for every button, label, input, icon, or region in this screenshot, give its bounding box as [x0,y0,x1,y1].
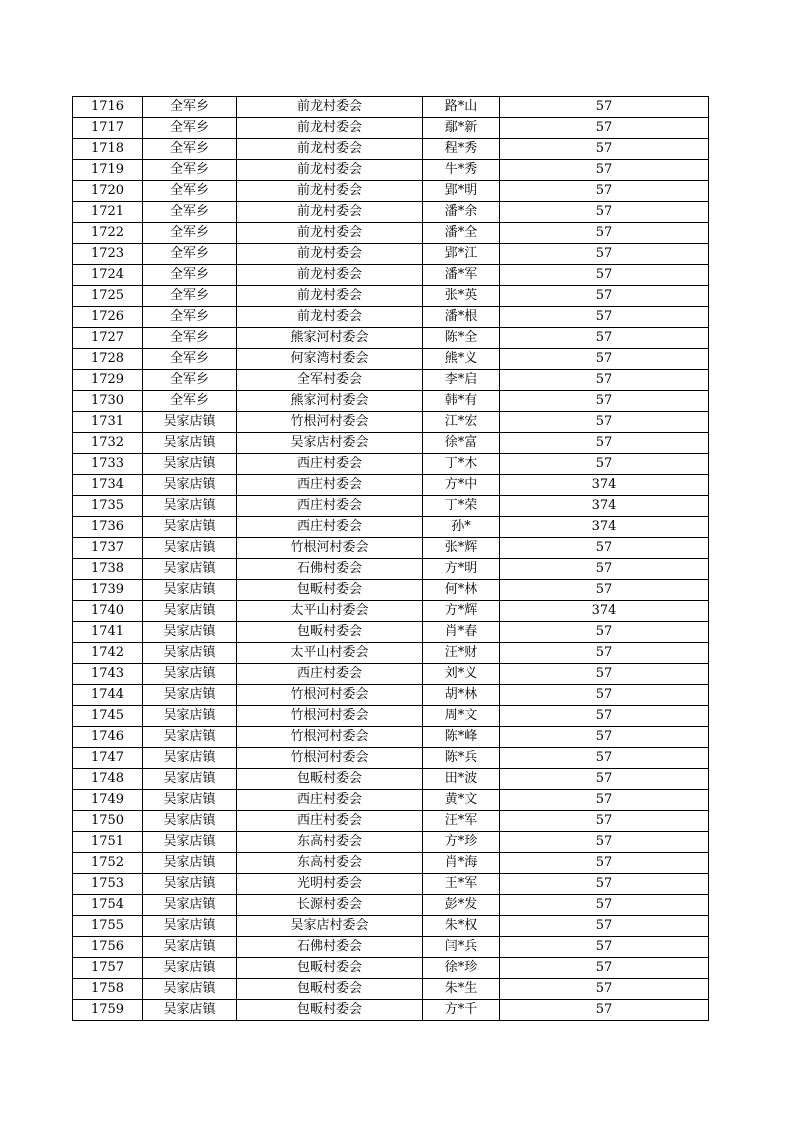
amount-cell: 57 [500,643,709,664]
row-number-cell: 1756 [73,937,143,958]
village-committee-cell: 前龙村委会 [237,160,423,181]
row-number-cell: 1752 [73,853,143,874]
township-cell: 吴家店镇 [143,811,237,832]
row-number-cell: 1732 [73,433,143,454]
village-committee-cell: 包畈村委会 [237,1000,423,1021]
amount-cell: 57 [500,580,709,601]
township-cell: 吴家店镇 [143,958,237,979]
name-cell: 方*明 [423,559,500,580]
table-row [73,433,709,454]
township-cell: 吴家店镇 [143,769,237,790]
amount-cell: 57 [500,895,709,916]
name-cell: 方*辉 [423,601,500,622]
village-committee-cell: 前龙村委会 [237,118,423,139]
row-number-cell: 1731 [73,412,143,433]
name-cell: 肖*海 [423,853,500,874]
township-cell: 全军乡 [143,265,237,286]
table-row [73,622,709,643]
table-row [73,97,709,118]
name-cell: 陈*兵 [423,748,500,769]
name-cell: 郢*江 [423,244,500,265]
township-cell: 全军乡 [143,328,237,349]
amount-cell: 57 [500,790,709,811]
row-number-cell: 1750 [73,811,143,832]
township-cell: 吴家店镇 [143,790,237,811]
township-cell: 全军乡 [143,223,237,244]
township-cell: 全军乡 [143,97,237,118]
table-row [73,538,709,559]
amount-cell: 57 [500,160,709,181]
village-committee-cell: 前龙村委会 [237,181,423,202]
table-row [73,160,709,181]
table-row [73,307,709,328]
name-cell: 王*军 [423,874,500,895]
amount-cell: 57 [500,1000,709,1021]
township-cell: 吴家店镇 [143,706,237,727]
village-committee-cell: 光明村委会 [237,874,423,895]
row-number-cell: 1753 [73,874,143,895]
table-row [73,349,709,370]
table-row [73,475,709,496]
amount-cell: 57 [500,685,709,706]
name-cell: 鄢*新 [423,118,500,139]
village-committee-cell: 竹根河村委会 [237,706,423,727]
row-number-cell: 1757 [73,958,143,979]
name-cell: 朱*生 [423,979,500,1000]
name-cell: 潘*全 [423,223,500,244]
row-number-cell: 1755 [73,916,143,937]
table-row [73,853,709,874]
name-cell: 李*启 [423,370,500,391]
name-cell: 胡*林 [423,685,500,706]
row-number-cell: 1724 [73,265,143,286]
table-row [73,412,709,433]
table-row [73,223,709,244]
amount-cell: 57 [500,223,709,244]
township-cell: 吴家店镇 [143,727,237,748]
row-number-cell: 1722 [73,223,143,244]
village-committee-cell: 太平山村委会 [237,601,423,622]
village-committee-cell: 竹根河村委会 [237,727,423,748]
table-row [73,832,709,853]
township-cell: 吴家店镇 [143,643,237,664]
row-number-cell: 1759 [73,1000,143,1021]
row-number-cell: 1739 [73,580,143,601]
village-committee-cell: 前龙村委会 [237,265,423,286]
name-cell: 方*千 [423,1000,500,1021]
row-number-cell: 1725 [73,286,143,307]
village-committee-cell: 石佛村委会 [237,937,423,958]
table-row [73,202,709,223]
township-cell: 全军乡 [143,391,237,412]
name-cell: 熊*义 [423,349,500,370]
name-cell: 丁*木 [423,454,500,475]
table-row [73,244,709,265]
table-row [73,391,709,412]
village-committee-cell: 前龙村委会 [237,223,423,244]
name-cell: 汪*财 [423,643,500,664]
township-cell: 全军乡 [143,139,237,160]
township-cell: 全军乡 [143,181,237,202]
amount-cell: 374 [500,517,709,538]
village-committee-cell: 包畈村委会 [237,958,423,979]
village-committee-cell: 吴家店村委会 [237,433,423,454]
table-row [73,916,709,937]
village-committee-cell: 前龙村委会 [237,307,423,328]
amount-cell: 57 [500,874,709,895]
name-cell: 潘*军 [423,265,500,286]
township-cell: 吴家店镇 [143,517,237,538]
amount-cell: 374 [500,475,709,496]
amount-cell: 57 [500,769,709,790]
table-row [73,517,709,538]
amount-cell: 57 [500,622,709,643]
village-committee-cell: 西庄村委会 [237,811,423,832]
data-table [72,96,709,1021]
name-cell: 牛*秀 [423,160,500,181]
village-committee-cell: 竹根河村委会 [237,748,423,769]
table-row [73,559,709,580]
township-cell: 吴家店镇 [143,433,237,454]
village-committee-cell: 西庄村委会 [237,454,423,475]
row-number-cell: 1744 [73,685,143,706]
row-number-cell: 1743 [73,664,143,685]
amount-cell: 57 [500,958,709,979]
name-cell: 潘*根 [423,307,500,328]
name-cell: 何*林 [423,580,500,601]
row-number-cell: 1748 [73,769,143,790]
row-number-cell: 1730 [73,391,143,412]
village-committee-cell: 前龙村委会 [237,97,423,118]
name-cell: 孙* [423,517,500,538]
village-committee-cell: 西庄村委会 [237,496,423,517]
name-cell: 彭*发 [423,895,500,916]
row-number-cell: 1735 [73,496,143,517]
amount-cell: 57 [500,286,709,307]
village-committee-cell: 西庄村委会 [237,790,423,811]
village-committee-cell: 西庄村委会 [237,475,423,496]
table-row [73,790,709,811]
name-cell: 潘*余 [423,202,500,223]
amount-cell: 57 [500,349,709,370]
township-cell: 全军乡 [143,370,237,391]
township-cell: 吴家店镇 [143,853,237,874]
table-row [73,685,709,706]
name-cell: 田*波 [423,769,500,790]
amount-cell: 57 [500,244,709,265]
row-number-cell: 1737 [73,538,143,559]
village-committee-cell: 熊家河村委会 [237,328,423,349]
village-committee-cell: 前龙村委会 [237,202,423,223]
amount-cell: 57 [500,727,709,748]
township-cell: 吴家店镇 [143,937,237,958]
row-number-cell: 1747 [73,748,143,769]
township-cell: 吴家店镇 [143,475,237,496]
row-number-cell: 1740 [73,601,143,622]
table-row [73,979,709,1000]
row-number-cell: 1742 [73,643,143,664]
table-row [73,454,709,475]
township-cell: 吴家店镇 [143,538,237,559]
village-committee-cell: 西庄村委会 [237,664,423,685]
village-committee-cell: 何家湾村委会 [237,349,423,370]
village-committee-cell: 包畈村委会 [237,979,423,1000]
table-row [73,496,709,517]
township-cell: 吴家店镇 [143,874,237,895]
amount-cell: 57 [500,706,709,727]
amount-cell: 57 [500,265,709,286]
name-cell: 徐*富 [423,433,500,454]
name-cell: 张*辉 [423,538,500,559]
name-cell: 江*宏 [423,412,500,433]
row-number-cell: 1728 [73,349,143,370]
amount-cell: 57 [500,97,709,118]
village-committee-cell: 西庄村委会 [237,517,423,538]
village-committee-cell: 竹根河村委会 [237,538,423,559]
table-row [73,706,709,727]
village-committee-cell: 竹根河村委会 [237,412,423,433]
amount-cell: 57 [500,391,709,412]
row-number-cell: 1729 [73,370,143,391]
name-cell: 路*山 [423,97,500,118]
amount-cell: 57 [500,937,709,958]
row-number-cell: 1746 [73,727,143,748]
name-cell: 汪*军 [423,811,500,832]
row-number-cell: 1726 [73,307,143,328]
amount-cell: 57 [500,748,709,769]
table-row [73,139,709,160]
village-committee-cell: 全军村委会 [237,370,423,391]
row-number-cell: 1733 [73,454,143,475]
village-committee-cell: 包畈村委会 [237,769,423,790]
table-row [73,181,709,202]
row-number-cell: 1745 [73,706,143,727]
amount-cell: 57 [500,181,709,202]
village-committee-cell: 太平山村委会 [237,643,423,664]
township-cell: 全军乡 [143,118,237,139]
township-cell: 吴家店镇 [143,664,237,685]
village-committee-cell: 东高村委会 [237,853,423,874]
row-number-cell: 1716 [73,97,143,118]
table-row [73,580,709,601]
table-row [73,727,709,748]
name-cell: 肖*春 [423,622,500,643]
amount-cell: 57 [500,454,709,475]
row-number-cell: 1754 [73,895,143,916]
village-committee-cell: 包畈村委会 [237,580,423,601]
table-row [73,895,709,916]
row-number-cell: 1723 [73,244,143,265]
name-cell: 张*英 [423,286,500,307]
table-row [73,601,709,622]
row-number-cell: 1717 [73,118,143,139]
amount-cell: 57 [500,370,709,391]
name-cell: 程*秀 [423,139,500,160]
amount-cell: 57 [500,202,709,223]
village-committee-cell: 长源村委会 [237,895,423,916]
amount-cell: 57 [500,916,709,937]
amount-cell: 57 [500,664,709,685]
table-row [73,643,709,664]
table-row [73,370,709,391]
table-row [73,664,709,685]
township-cell: 吴家店镇 [143,454,237,475]
township-cell: 全军乡 [143,244,237,265]
amount-cell: 57 [500,307,709,328]
name-cell: 刘*义 [423,664,500,685]
township-cell: 吴家店镇 [143,832,237,853]
village-committee-cell: 前龙村委会 [237,286,423,307]
amount-cell: 57 [500,433,709,454]
row-number-cell: 1758 [73,979,143,1000]
row-number-cell: 1751 [73,832,143,853]
amount-cell: 57 [500,538,709,559]
name-cell: 朱*权 [423,916,500,937]
row-number-cell: 1738 [73,559,143,580]
village-committee-cell: 东高村委会 [237,832,423,853]
amount-cell: 57 [500,118,709,139]
township-cell: 吴家店镇 [143,685,237,706]
village-committee-cell: 前龙村委会 [237,139,423,160]
township-cell: 吴家店镇 [143,622,237,643]
name-cell: 方*珍 [423,832,500,853]
village-committee-cell: 竹根河村委会 [237,685,423,706]
amount-cell: 374 [500,496,709,517]
village-committee-cell: 前龙村委会 [237,244,423,265]
amount-cell: 374 [500,601,709,622]
township-cell: 吴家店镇 [143,580,237,601]
amount-cell: 57 [500,139,709,160]
name-cell: 黄*文 [423,790,500,811]
row-number-cell: 1718 [73,139,143,160]
amount-cell: 57 [500,832,709,853]
row-number-cell: 1734 [73,475,143,496]
township-cell: 吴家店镇 [143,496,237,517]
name-cell: 徐*珍 [423,958,500,979]
table-row [73,328,709,349]
amount-cell: 57 [500,853,709,874]
village-committee-cell: 石佛村委会 [237,559,423,580]
table-row [73,118,709,139]
amount-cell: 57 [500,328,709,349]
table-body [73,97,709,1021]
village-committee-cell: 吴家店村委会 [237,916,423,937]
row-number-cell: 1741 [73,622,143,643]
table-row [73,874,709,895]
amount-cell: 57 [500,811,709,832]
name-cell: 陈*峰 [423,727,500,748]
township-cell: 全军乡 [143,349,237,370]
row-number-cell: 1736 [73,517,143,538]
amount-cell: 57 [500,412,709,433]
village-committee-cell: 包畈村委会 [237,622,423,643]
amount-cell: 57 [500,979,709,1000]
table-row [73,937,709,958]
township-cell: 吴家店镇 [143,412,237,433]
township-cell: 吴家店镇 [143,895,237,916]
township-cell: 吴家店镇 [143,916,237,937]
township-cell: 全军乡 [143,202,237,223]
name-cell: 闫*兵 [423,937,500,958]
township-cell: 吴家店镇 [143,1000,237,1021]
row-number-cell: 1749 [73,790,143,811]
amount-cell: 57 [500,559,709,580]
township-cell: 吴家店镇 [143,601,237,622]
township-cell: 全军乡 [143,307,237,328]
row-number-cell: 1721 [73,202,143,223]
name-cell: 韩*有 [423,391,500,412]
table-row [73,748,709,769]
table-row [73,286,709,307]
name-cell: 方*中 [423,475,500,496]
table-row [73,811,709,832]
table-row [73,265,709,286]
township-cell: 吴家店镇 [143,979,237,1000]
township-cell: 全军乡 [143,286,237,307]
name-cell: 陈*全 [423,328,500,349]
row-number-cell: 1727 [73,328,143,349]
row-number-cell: 1720 [73,181,143,202]
name-cell: 丁*荣 [423,496,500,517]
table-row [73,769,709,790]
table-row [73,958,709,979]
township-cell: 吴家店镇 [143,559,237,580]
township-cell: 吴家店镇 [143,748,237,769]
name-cell: 周*文 [423,706,500,727]
township-cell: 全军乡 [143,160,237,181]
name-cell: 郢*明 [423,181,500,202]
table-row [73,1000,709,1021]
row-number-cell: 1719 [73,160,143,181]
village-committee-cell: 熊家河村委会 [237,391,423,412]
